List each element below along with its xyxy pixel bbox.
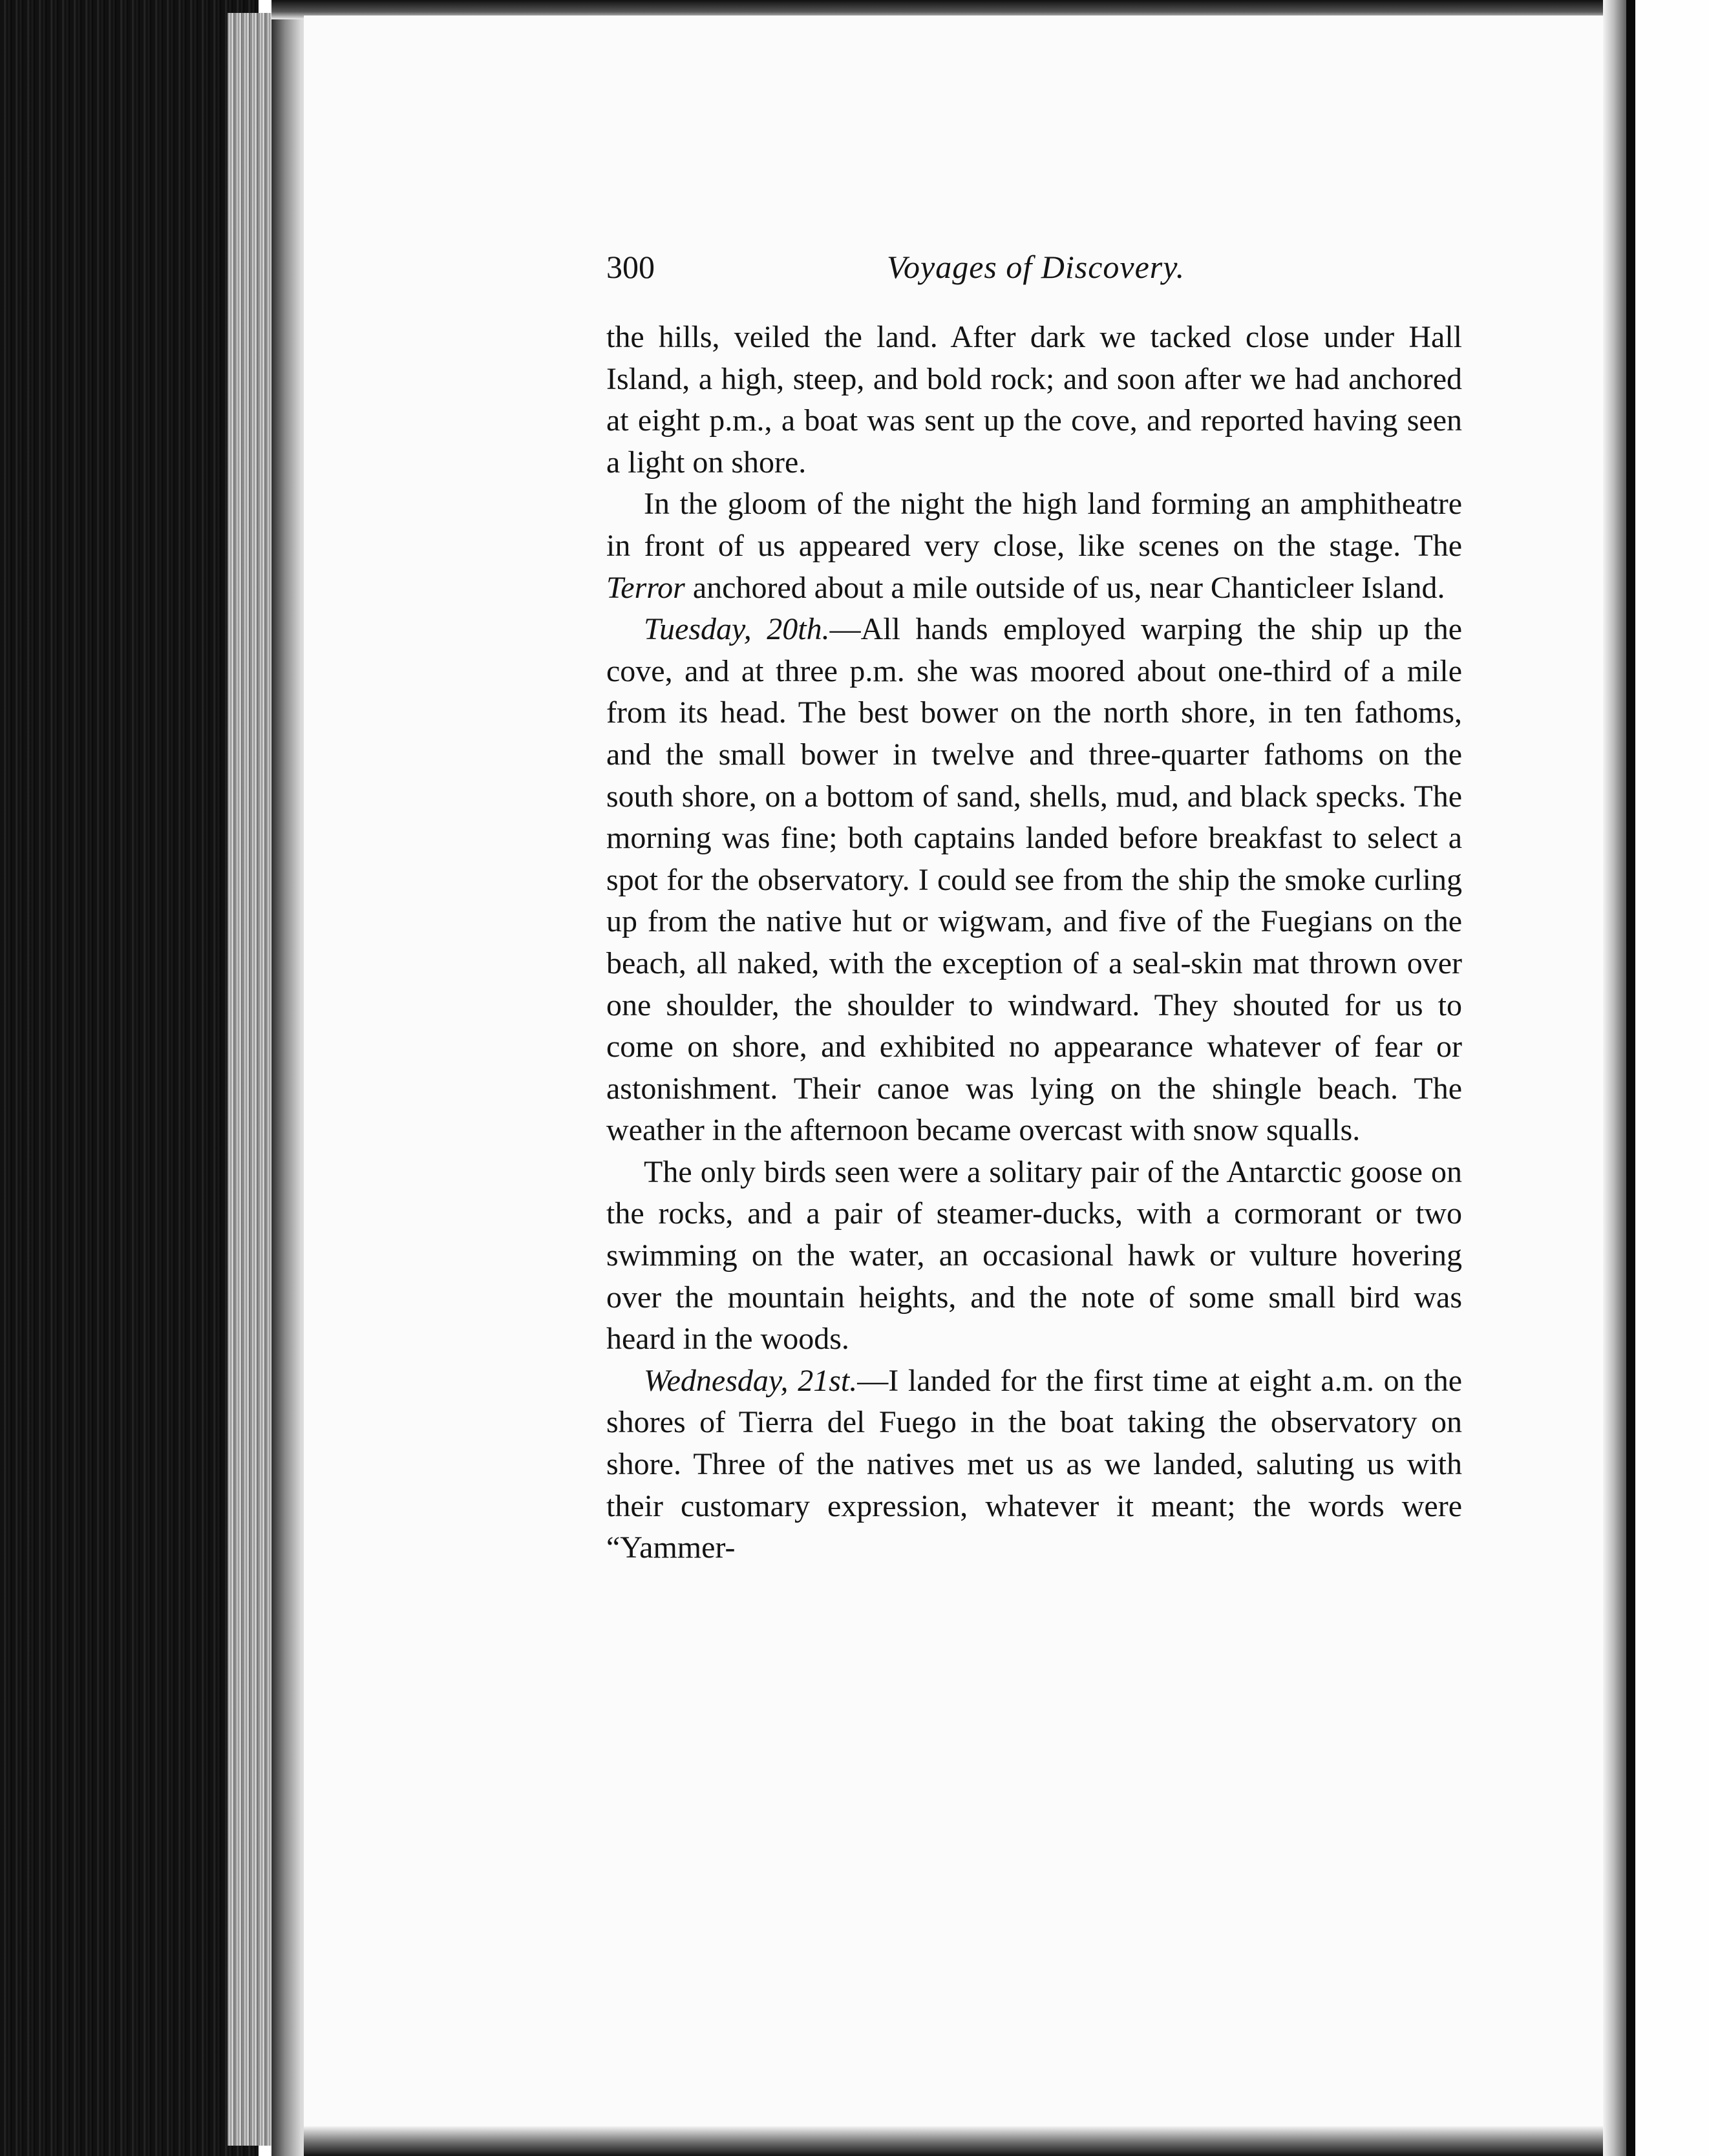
- paragraph-text: —All hands employed warping the ship up the cove, and at three p.m. she was moored about one-third of a mile from its head. The best bower on the north shore, in ten fathoms, and the small bower in twelve and three-quarter fathoms on the south shore, on a bottom of sand, shells, mud, and black specks. The morning was fine; both captains landed before breakfast to select a spot for the observatory. I could see from the ship the smoke curling up from the native hut or wigwam, and five of the Fuegians on the beach, all naked, with the exception of a seal-skin mat thrown over one shoulder, the shoulder to windward. They shouted for us to come on shore, and exhibited no appearance whatever of fear or astonishment. Their canoe was lying on the shingle beach. The weather in the afternoon became overcast with snow squalls.: [606, 612, 1462, 1148]
- dateline: Tuesday, 20th.: [644, 612, 830, 647]
- facing-page-sliver: [1635, 0, 1709, 2156]
- dateline: Wednesday, 21st.: [644, 1363, 858, 1398]
- paragraph-5: [606, 1360, 1462, 1569]
- body-text: [606, 317, 1462, 1569]
- page-number: 300: [606, 249, 655, 285]
- right-page-edge: [1603, 0, 1626, 2156]
- book-fore-edge: [0, 0, 259, 2156]
- paragraph-2: [606, 483, 1462, 609]
- paragraph-text: anchored about a mile outside of us, near Chanticleer Island.: [685, 570, 1445, 605]
- paragraph-text: —I landed for the first time at eight a.m. on the shores of Tierra del Fuego in the boat taking the observatory on shore. Three of the natives met us as we landed, saluting us with their customary expression, whatever it meant; the words were “Yammer-: [606, 1363, 1462, 1565]
- bottom-shadow: [304, 2126, 1622, 2156]
- binding-strip: [1626, 0, 1635, 2156]
- paragraph-text: The only birds seen were a solitary pair of the Antarctic goose on the rocks, and a pair of steamer-ducks, with a cormorant or two swimming on the water, an occasional hawk or vulture hovering over the mountain heights, and the note of some small bird was heard in the woods.: [606, 1154, 1462, 1357]
- page-edges: [228, 13, 273, 2146]
- paragraph-text: the hills, veiled the land. After dark we tacked close under Hall Island, a high, steep, and bold rock; and soon after we had anchored at eight p.m., a boat was sent up the cove, and reported having seen a light on shore.: [606, 320, 1462, 480]
- paragraph-1: [606, 317, 1462, 483]
- running-title: Voyages of Discovery.: [887, 249, 1185, 285]
- ship-name: Terror: [606, 570, 685, 605]
- paragraph-3: [606, 609, 1462, 1152]
- paragraph-text: In the gloom of the night the high land forming an amphitheatre in front of us appeared very close, like scenes on the stage. The: [606, 487, 1462, 563]
- paragraph-4: [606, 1152, 1462, 1360]
